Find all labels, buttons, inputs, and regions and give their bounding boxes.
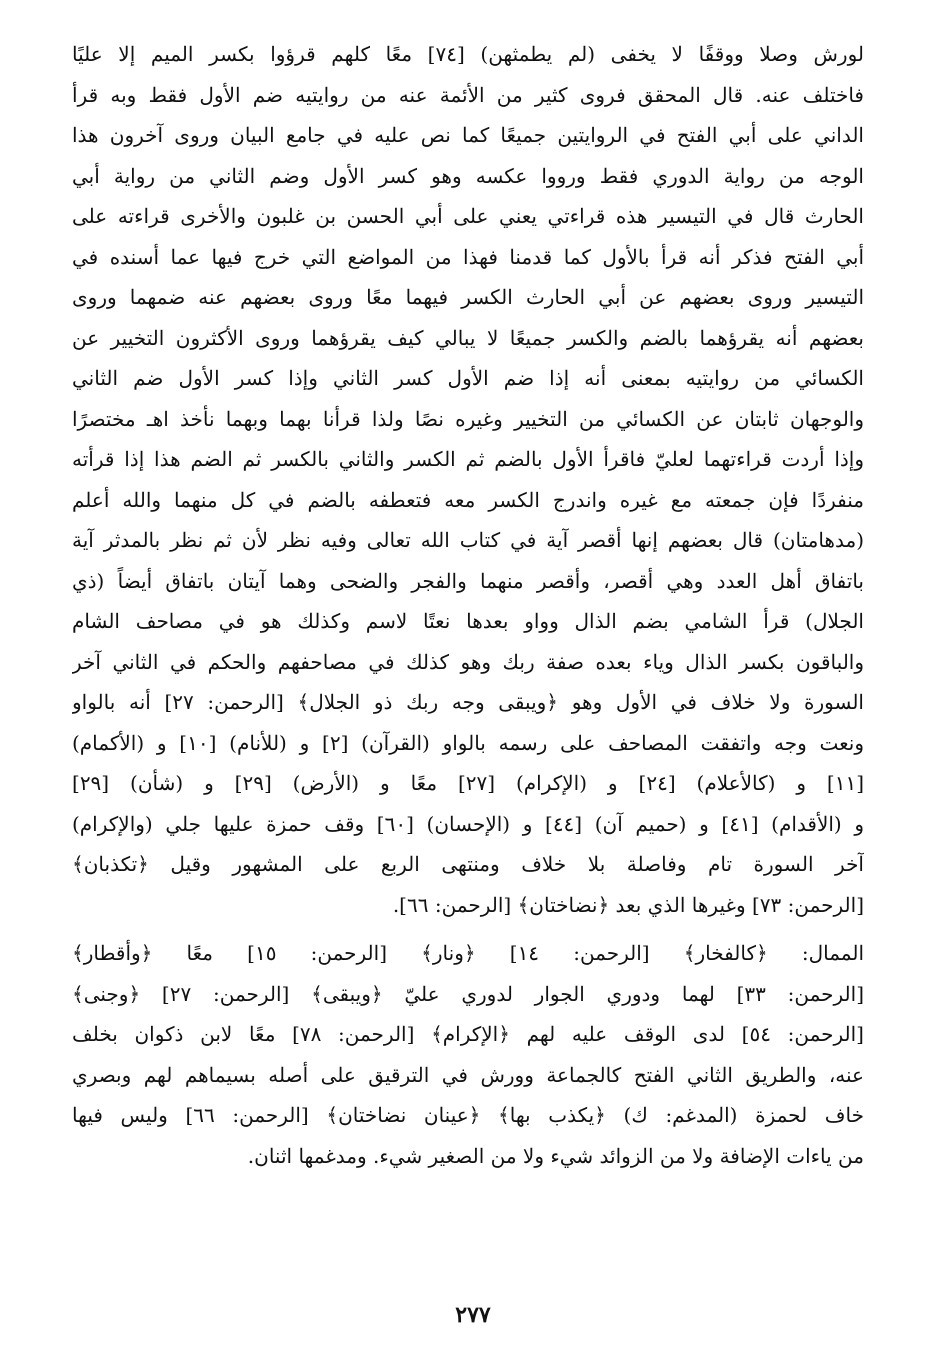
text-line: الحارث قال في التيسير هذه قراءتي يعني على أبي الحسن بن غلبون والأخرى قراءته على xyxy=(72,204,864,228)
text-line: الوجه من رواية الدوري فقط ورووا عكسه وهو كسر الأول وضم الثاني من رواية أبي xyxy=(72,163,864,188)
text-line: والوجهان ثابتان عن الكسائي من التخيير وغيره نصًا ولذا قرأنا بهما وبهما نأخذ اهـ مختصرًا xyxy=(72,406,864,431)
text-line: آخر السورة تام وفاصلة بلا خلاف ومنتهى الربع على المشهور وقيل ﴿تكذبان﴾ xyxy=(72,852,864,876)
text-line: [الرحمن: ٣٣] لهما ودوري الجوار لدوري عليّ ﴿ويبقى﴾ [الرحمن: ٢٧] ﴿وجنى﴾ xyxy=(72,981,864,1006)
text-line: [الرحمن: ٥٤] لدى الوقف عليه لهم ﴿الإكرام﴾ [الرحمن: ٧٨] معًا لابن ذكوان بخلف xyxy=(72,1022,864,1046)
text-line: التيسير وروى بعضهم عن أبي الحارث الكسر فيهما معًا وروى بعضهم عنه ضمهما وروى xyxy=(72,285,864,309)
text-line: و (الأقدام) [٤١] و (حميم آن) [٤٤] و (الإحسان) [٦٠] وقف حمزة عليها جلي (والإكرام) xyxy=(72,811,864,836)
text-line: (مدهامتان) قال بعضهم إنها أقصر آية في كتاب الله تعالى وفيه نظر لأن ثم نظر بالمدثر آية xyxy=(72,528,864,552)
text-line: الكسائي من روايتيه بمعنى أنه إذا ضم الأول كسر الثاني وإذا كسر الأول ضم الثاني xyxy=(72,366,864,390)
text-line: والباقون بكسر الذال وياء بعده صفة ربك وهو كذلك في مصاحفهم والحكم في الثاني آخر xyxy=(72,649,864,674)
text-line: السورة ولا خلاف في الأول وهو ﴿ويبقى وجه ربك ذو الجلال﴾ [الرحمن: ٢٧] أنه بالواو xyxy=(72,690,864,714)
page-body xyxy=(72,34,864,1176)
text-line: خاف لحمزة (المدغم: ك) ﴿يكذب بها﴾ ﴿عينان نضاختان﴾ [الرحمن: ٦٦] وليس فيها xyxy=(72,1103,864,1127)
text-line: منفردًا فإن جمعته مع غيره واندرج الكسر معه فتعطفه بالضم في كل منهما والله أعلم xyxy=(72,487,864,512)
text-line: من ياءات الإضافة ولا من الزوائد شيء ولا من الصغير شيء. ومدغمها اثنان. xyxy=(247,1143,864,1168)
text-line: باتفاق أهل العدد وهي أقصر، وأقصر منهما والفجر والضحى وهما آيتان باتفاق أيضاً (ذي xyxy=(72,568,864,593)
text-line: لورش وصلا ووقفًا لا يخفى (لم يطمثهن) [٧٤] معًا كلهم قرؤوا بكسر الميم إلا عليًا xyxy=(72,42,864,66)
text-line: الممال: ﴿كالفخار﴾ [الرحمن: ١٤] ﴿ونار﴾ [الرحمن: ١٥] معًا ﴿وأقطار﴾ xyxy=(72,941,864,965)
text-line: ونعت وجه واتفقت المصاحف على رسمه بالواو (القرآن) [٢] و (للأنام) [١٠] و (الأكمام) xyxy=(72,730,864,755)
text-line: عنه، والطريق الثاني الفتح كالجماعة وورش في الترقيق على أصله بسيماهم لهم وبصري xyxy=(72,1062,864,1087)
text-line: الجلال) قرأ الشامي بضم الذال وواو بعدها نعتًا لاسم وكذلك هو في مصاحف الشام xyxy=(72,609,864,633)
paragraph-commentary xyxy=(72,34,864,925)
text-line: أبي الفتح فذكر أنه قرأ بالأول كما قدمنا فهذا من المواضع التي خرج فيها عما أسنده في xyxy=(72,244,864,269)
paragraph-mumal xyxy=(72,933,864,1176)
text-line: وإذا أردت قراءتهما لعليّ فاقرأ الأول بالضم ثم الكسر والثاني بالكسر ثم الضم هذا إذا قرأته xyxy=(72,447,864,471)
text-line: الداني على أبي الفتح في الروايتين جميعًا كما نص عليه في جامع البيان وروى آخرون هذا xyxy=(72,123,864,147)
text-line: فاختلف عنه. قال المحقق فروى كثير من الأئمة عنه من روايتيه ضم الأول فقط وبه قرأ xyxy=(72,82,864,107)
text-line: [الرحمن: ٧٣] وغيرها الذي بعد ﴿نضاختان﴾ [الرحمن: ٦٦]. xyxy=(392,892,864,917)
paragraph-gap xyxy=(72,925,864,933)
page-number: ٢٧٧ xyxy=(455,1302,491,1328)
text-line: [١١] و (كالأعلام) [٢٤] و (الإكرام) [٢٧] معًا و (الأرض) [٢٩] و (شأن) [٢٩] xyxy=(72,771,864,795)
text-line: بعضهم أنه يقرؤهما بالضم والكسر جميعًا لا يبالي كيف يقرؤهما وروى الأكثرون التخيير عن xyxy=(72,325,864,350)
